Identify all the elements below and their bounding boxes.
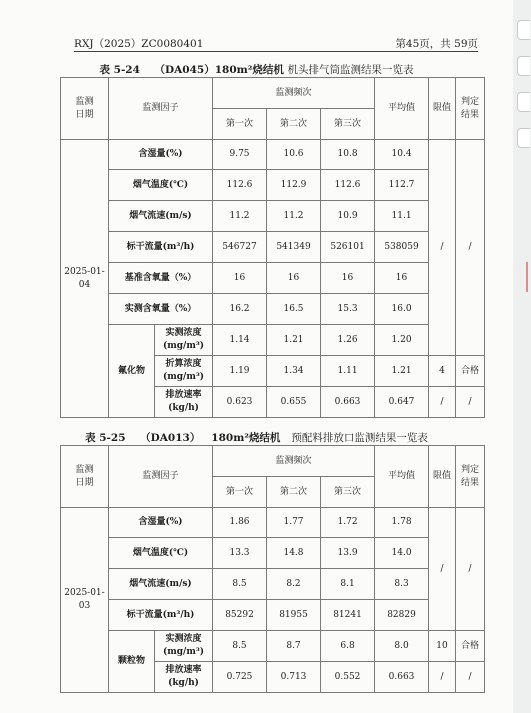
factor-col-header: 监测因子 [109, 78, 213, 140]
value-average: 0.647 [375, 387, 429, 418]
judge-result: / [456, 387, 485, 418]
first-col-header: 第一次 [213, 477, 267, 508]
table2-caption-number: 表 5-25 [85, 432, 126, 444]
factor-name: 烟气流速(m/s) [109, 201, 213, 232]
value-first: 16 [213, 263, 267, 294]
value-second: 11.2 [267, 201, 321, 232]
table1-caption-title: 机头排气筒监测结果一览表 [287, 64, 414, 76]
sub-item: 折算浓度 (mg/m³) [155, 356, 213, 387]
value-average: 14.0 [375, 538, 429, 569]
table-row [61, 201, 485, 232]
value-average: 16 [375, 263, 429, 294]
limit-value: / [429, 662, 456, 693]
value-first: 1.86 [213, 508, 267, 538]
frequency-col-header: 监测频次 [213, 446, 375, 477]
table-row [61, 600, 485, 631]
value-second: 10.6 [267, 140, 321, 170]
table2-caption-machine: 180m²烧结机 [211, 432, 281, 444]
factor-name: 含湿量(%) [109, 508, 213, 538]
value-second: 8.2 [267, 569, 321, 600]
limit-value: 4 [429, 356, 456, 387]
value-average: 11.1 [375, 201, 429, 232]
second-col-header: 第二次 [267, 109, 321, 140]
value-first: 0.725 [213, 662, 267, 693]
side-tabs [517, 20, 531, 164]
value-first: 11.2 [213, 201, 267, 232]
value-third: 15.3 [321, 294, 375, 325]
value-third: 10.8 [321, 140, 375, 170]
second-col-header: 第二次 [267, 477, 321, 508]
table-row [61, 508, 485, 538]
side-tab[interactable] [517, 92, 530, 112]
value-average: 112.7 [375, 170, 429, 201]
value-first: 13.3 [213, 538, 267, 569]
table2-header-row [61, 446, 485, 477]
table1 [60, 77, 485, 418]
date-col-header: 监测 日期 [61, 446, 109, 508]
judge-col-header: 判定 结果 [456, 446, 485, 508]
value-average: 538059 [375, 232, 429, 263]
value-third: 81241 [321, 600, 375, 631]
value-third: 10.9 [321, 201, 375, 232]
first-col-header: 第一次 [213, 109, 267, 140]
table2-caption-id: （DA013） [140, 432, 201, 444]
margin-mark [526, 262, 528, 292]
factor-name: 烟气温度(℃) [109, 538, 213, 569]
value-second: 0.655 [267, 387, 321, 418]
value-second: 16.5 [267, 294, 321, 325]
side-tab[interactable] [517, 128, 530, 148]
value-first: 8.5 [213, 631, 267, 662]
factor-name: 基准含氧量（%） [109, 263, 213, 294]
table-row [61, 631, 485, 662]
sub-item: 排放速率 (kg/h) [155, 662, 213, 693]
value-first: 1.19 [213, 356, 267, 387]
pollutant-name: 氟化物 [109, 325, 155, 418]
page-number: 第45页，共 59页 [395, 38, 478, 50]
factor-name: 实测含氧量（%） [109, 294, 213, 325]
factor-name: 烟气温度(℃) [109, 170, 213, 201]
third-col-header: 第三次 [321, 109, 375, 140]
value-third: 526101 [321, 232, 375, 263]
table-row [61, 232, 485, 263]
value-third: 13.9 [321, 538, 375, 569]
table-row [61, 263, 485, 294]
value-first: 0.623 [213, 387, 267, 418]
sub-item: 排放速率 (kg/h) [155, 387, 213, 418]
monitoring-date: 2025-01-03 [61, 508, 109, 693]
value-first: 16.2 [213, 294, 267, 325]
table-row [61, 140, 485, 170]
frequency-col-header: 监测频次 [213, 78, 375, 109]
judge-result: / [456, 508, 485, 631]
value-third: 8.1 [321, 569, 375, 600]
judge-col-header: 判定 结果 [456, 78, 485, 140]
value-average: 1.21 [375, 356, 429, 387]
limit-value: / [429, 140, 456, 356]
limit-value: / [429, 387, 456, 418]
value-first: 1.14 [213, 325, 267, 356]
monitoring-date: 2025-01-04 [61, 140, 109, 418]
value-second: 112.9 [267, 170, 321, 201]
value-first: 112.6 [213, 170, 267, 201]
value-average: 16.0 [375, 294, 429, 325]
value-second: 1.34 [267, 356, 321, 387]
judge-result: / [456, 140, 485, 356]
value-second: 1.77 [267, 508, 321, 538]
value-second: 81955 [267, 600, 321, 631]
sub-item: 实测浓度 (mg/m³) [155, 631, 213, 662]
limit-col-header: 限值 [429, 446, 456, 508]
table1-header-row [61, 78, 485, 109]
value-average: 0.663 [375, 662, 429, 693]
value-second: 541349 [267, 232, 321, 263]
value-average: 1.20 [375, 325, 429, 356]
value-first: 85292 [213, 600, 267, 631]
side-tab[interactable] [517, 20, 530, 40]
value-first: 546727 [213, 232, 267, 263]
table1-caption-number: 表 5-24 [99, 64, 140, 76]
value-third: 0.663 [321, 387, 375, 418]
value-third: 1.26 [321, 325, 375, 356]
value-second: 1.21 [267, 325, 321, 356]
value-average: 82829 [375, 600, 429, 631]
table-row [61, 569, 485, 600]
judge-result: 合格 [456, 631, 485, 662]
value-first: 8.5 [213, 569, 267, 600]
average-col-header: 平均值 [375, 78, 429, 140]
value-average: 10.4 [375, 140, 429, 170]
value-average: 1.78 [375, 508, 429, 538]
table2 [60, 445, 485, 693]
value-second: 14.8 [267, 538, 321, 569]
value-second: 16 [267, 263, 321, 294]
value-third: 6.8 [321, 631, 375, 662]
factor-col-header: 监测因子 [109, 446, 213, 508]
side-tab[interactable] [517, 56, 530, 76]
value-second: 0.713 [267, 662, 321, 693]
value-third: 112.6 [321, 170, 375, 201]
factor-name: 烟气流速(m/s) [109, 569, 213, 600]
table-row [61, 294, 485, 325]
value-third: 0.552 [321, 662, 375, 693]
document-number: RXJ（2025）ZC0080401 [74, 38, 204, 50]
table-row [61, 325, 485, 356]
page-header [74, 36, 478, 52]
limit-value: 10 [429, 631, 456, 662]
limit-value: / [429, 508, 456, 631]
sub-item: 实测浓度 (mg/m³) [155, 325, 213, 356]
judge-result: 合格 [456, 356, 485, 387]
value-average: 8.0 [375, 631, 429, 662]
table2-caption-title: 预配料排放口监测结果一览表 [291, 432, 428, 444]
table2-caption [0, 430, 513, 445]
factor-name: 含湿量(%) [109, 140, 213, 170]
table-row [61, 170, 485, 201]
factor-name: 标干流量(m³/h) [109, 232, 213, 263]
limit-col-header: 限值 [429, 78, 456, 140]
judge-result: / [456, 662, 485, 693]
factor-name: 标干流量(m³/h) [109, 600, 213, 631]
date-col-header: 监测 日期 [61, 78, 109, 140]
pollutant-name: 颗粒物 [109, 631, 155, 693]
value-average: 8.3 [375, 569, 429, 600]
table-row [61, 538, 485, 569]
third-col-header: 第三次 [321, 477, 375, 508]
value-third: 1.72 [321, 508, 375, 538]
table1-caption-id: （DA045）180m²烧结机 [154, 64, 284, 76]
value-third: 16 [321, 263, 375, 294]
value-third: 1.11 [321, 356, 375, 387]
average-col-header: 平均值 [375, 446, 429, 508]
value-second: 8.7 [267, 631, 321, 662]
value-first: 9.75 [213, 140, 267, 170]
table1-caption [0, 62, 513, 77]
